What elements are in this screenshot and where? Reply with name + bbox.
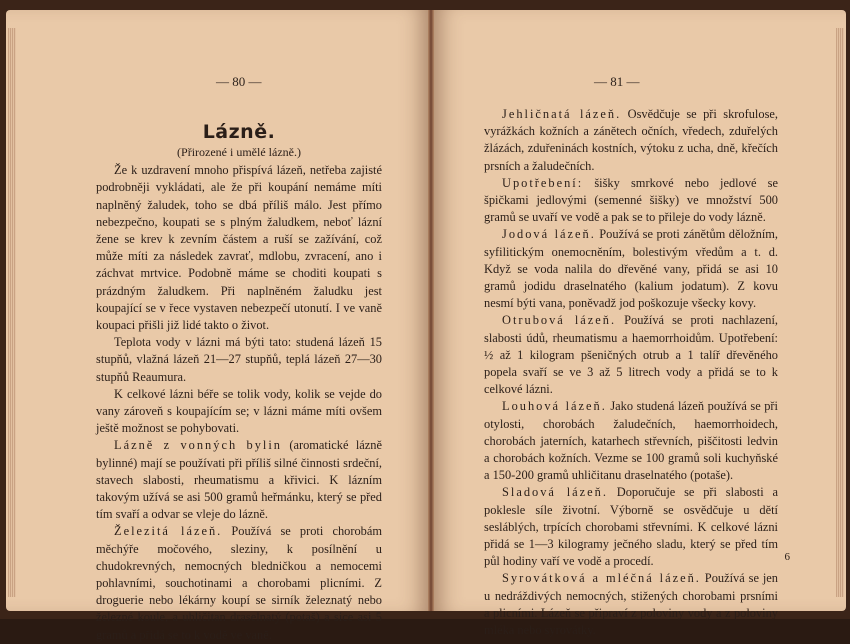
paragraph: Že k uzdravení mnoho přispívá lázeň, netřeba zajisté podrobněji vykládati, ale že při koupání nemáme míti naplněný žaludek, toho se dbá příliš málo. Jest přímo nebezpečno, koupati se s plným žaludkem, neboť lázní žene se krev k zevním částem a ruší se zažívání, což může míti za následek zavrať, mdlobu, zvracení, ano i záchvat mrtvice. Podobně máme se choditi koupati s prázdným žaludkem. Při naplněném žaludku jest koupající se v řece vystaven nebezpečí utonutí. I ve vaně koupaci přišli již lidé takto o život. xyxy=(96,163,382,333)
chapter-subtitle: (Přirozené i umělé lázně.) xyxy=(177,145,301,159)
paragraph: Jodová lázeň. Používá se proti zánětům děložním, syfilitickým onemocněním, bolestivým vředům a t. d. Když se voda nalila do dřevěné vany, přidá se asi 10 gramů jodidu draselnatého (kalium jodatum). Z kovu nesmí býti vana, poněvadž jod poškozuje všecky kovy. xyxy=(484,227,778,311)
chapter-title: Lázně. xyxy=(202,121,276,143)
paragraph: Železitá lázeň. Používá se proti chorobám měchýře močového, sleziny, k posílnění u chudokrevných, nemocných bledničkou a nemocemi pohlavními, souchotinami a chorobami plicními. Z droguerie nebo lékárny koupí se sirník železnatý nebo železné koule, a uhličitan draselnatý (potaš) a sice asi 5 gramů a přidá se to k vodě ve vaně. xyxy=(96,524,382,642)
section-heading: Sladová lázeň. xyxy=(502,485,608,500)
left-page xyxy=(6,10,428,642)
paragraph: Jehličnatá lázeň. Osvědčuje se při skrofulose, vyrážkách kožních a zánětech očních, vředech, zduřelých žlázách, zduřeninách kostních, výtoku z ucha, dně, křečích prsních a žaludečních. xyxy=(484,107,778,173)
signature-mark: 6 xyxy=(784,551,790,563)
section-heading: Jodová lázeň. xyxy=(502,227,596,242)
page-number: — 81 — xyxy=(594,74,640,89)
section-heading: Louhová lázeň. xyxy=(502,399,607,414)
paragraph: K celkové lázni béře se tolik vody, kolik se vejde do vany zároveň s koupajícím se; v lázni máme míti ovšem ještě možnost se pohybovati. xyxy=(96,386,382,436)
section-heading: Jehličnatá lázeň. xyxy=(502,107,622,121)
right-text-column xyxy=(484,106,778,639)
paragraph: Sladová lázeň. Doporučuje se při slabosti a poklesle síle životní. Výborně se osvědčuje u dětí sesláblých, trpících chorobami střevními. K celkové lázni přidá se 1—3 kilogramy ječného sladu, který se před tím půl hodiny vaří ve vodě a procedí. xyxy=(484,485,778,569)
paragraph: Upotřebení: šišky smrkové nebo jedlové se špičkami jedlovými (semenné šišky) ve množství 500 gramů se uvaří ve vodě a pak se to přileje do vody lázně. xyxy=(484,175,778,225)
section-heading: Železitá lázeň. xyxy=(114,524,223,539)
section-heading: Syrovátková a mléčná lázeň. xyxy=(502,571,701,586)
paragraph: Otrubová lázeň. Používá se proti nachlazení, slabosti údů, rheumatismu a haemorrhoidům. Upotřebení: ½ až 1 kilogram pšeničných otrub a 1 talíř dřevěného popela svaří se ve 3 až 5 litrech vody a přidá se to k celkové lázni. xyxy=(484,313,778,397)
section-heading: Otrubová lázeň. xyxy=(502,313,617,328)
section-heading: Lázně z vonných bylin xyxy=(114,438,282,453)
paragraph: Teplota vody v lázni má býti tato: studená lázeň 15 stupňů, vlažná lázeň 21—27 stupňů, teplá lázeň 27—30 stupňů Reaumura. xyxy=(96,335,382,384)
paragraph: Lázně z vonných bylin (aromatické lázně bylinné) mají se používati při příliš silné činnosti srdeční, stavech slabosti, rheumatismu a křivici. K lázním takovým užívá se asi 500 gramů heřmánku, který se před tím svaří a odvar se vleje do lázně. xyxy=(96,438,382,522)
page-number: — 80 — xyxy=(216,74,262,89)
section-heading: Upotřebení: xyxy=(502,175,584,190)
right-page xyxy=(434,10,846,638)
page-edges-left xyxy=(8,28,16,597)
left-text-column xyxy=(96,106,382,644)
paragraph: Syrovátková a mléčná lázeň. Používá se jen u nedráždivých nemocných, stižených chorobami prsními a plicními. Lázeň se připraví z poloviny vody a z poloviny mléka nebo syrovátky. xyxy=(484,571,779,638)
paragraph: Louhová lázeň. Jako studená lázeň používá se při otylosti, chorobách žaludečních, haemorrhoidech, chorobách jaterních, katarhech střevních, piščitosti ledvin a chorobách kožních. Vezme se 100 gramů soli kuchyňské a 150-200 gramů uhličitanu draselnatého (potaše). xyxy=(484,399,778,483)
page-edges-right xyxy=(836,28,844,597)
